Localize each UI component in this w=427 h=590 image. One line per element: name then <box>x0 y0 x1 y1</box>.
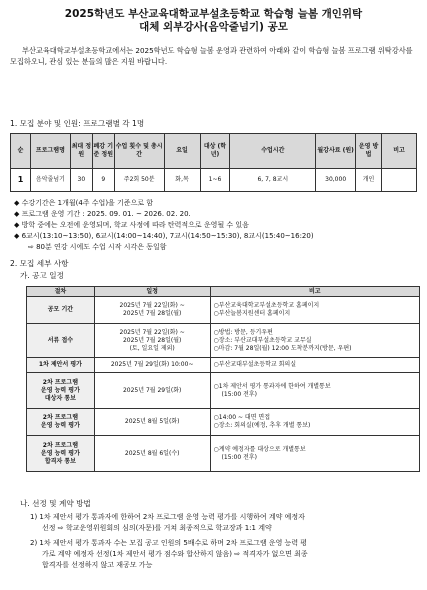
step-note <box>210 324 419 358</box>
date-line: (토, 일요일 제외) <box>129 344 175 352</box>
bullet-subitem: ⇨ 80분 연강 시에도 수업 시작 시각은 동일함 <box>28 243 167 251</box>
col-header: 비고 <box>382 134 417 169</box>
col-header: 월강사료 (원) <box>316 134 356 169</box>
step-note <box>210 297 419 324</box>
col-header: 수업 횟수 및 총시간 <box>114 134 164 169</box>
step-label <box>27 409 95 436</box>
bullet-item: ◆ 수강기간은 1개월(4주 수업)을 기준으로 함 <box>14 199 154 207</box>
section-2a-heading: 가. 공고 일정 <box>20 271 64 280</box>
selection-para2-line1: 2) 1차 제안서 평가 통과자 수는 모집 공고 인원의 5배수로 하며 2차 프로그램 운영 능력 평 <box>30 539 308 547</box>
table-row <box>27 436 420 472</box>
selection-para1-line2: 선정 ⇨ 학교운영위원회의 심의(자문)를 거쳐 최종적으로 학교장과 1:1 계약 <box>42 524 272 532</box>
bullet-item: ◆ 방학 중에는 오전에 운영되며, 학교 사정에 따라 탄력적으로 운영될 수 있음 <box>14 221 249 229</box>
section-2b-heading: 나. 선정 및 계약 방법 <box>20 499 91 508</box>
step-label-line: 2차 프로그램 <box>42 441 79 449</box>
cell-max: 30 <box>70 169 92 192</box>
note-line: (15:00 전후) <box>221 453 258 461</box>
cell-note <box>382 169 417 192</box>
step-note <box>210 358 419 373</box>
note-line: (15:00 전후) <box>221 390 258 398</box>
step-label <box>27 297 95 324</box>
step-label-line: 합격자 통보 <box>44 457 76 465</box>
step-date <box>94 373 210 409</box>
note-line: ○14:00 ~ 대면 면접 <box>213 414 270 421</box>
step-label <box>27 358 95 373</box>
col-header: 일정 <box>94 287 210 297</box>
date-line: 2025년 7월 28일(월) <box>122 310 182 317</box>
date-line: 2025년 8월 6일(수) <box>124 449 180 457</box>
cell-fee: 30,000 <box>316 169 356 192</box>
cell-grade: 1~6 <box>200 169 230 192</box>
cell-min: 9 <box>92 169 114 192</box>
date-line: 2025년 7월 22일(화) ~ <box>119 328 185 336</box>
date-line: 2025년 8월 5일(화) <box>124 418 180 425</box>
col-header: 요일 <box>164 134 200 169</box>
step-label-line: 운영 능력 평가 <box>40 449 80 457</box>
note-line: ○부산교육대학교부설초등학교 홈페이지 <box>213 302 320 309</box>
date-line: 2025년 7월 22일(화) ~ <box>119 302 185 309</box>
note-line: ○부산늘봄지원센터 홈페이지 <box>213 310 291 317</box>
cell-no: 1 <box>11 169 31 192</box>
recruitment-table <box>10 133 417 192</box>
step-note <box>210 373 419 409</box>
col-header: 프로그램명 <box>30 134 70 169</box>
col-header: 순 <box>11 134 31 169</box>
col-header: 폐강 기준 정원 <box>92 134 114 169</box>
step-date <box>94 436 210 472</box>
table-row <box>27 297 420 324</box>
note-line: ○방법: 방문, 등기우편 <box>213 328 273 336</box>
cell-method: 개인 <box>356 169 382 192</box>
cell-program: 음악줄넘기 <box>30 169 70 192</box>
cell-sessions: 주2회 50분 <box>114 169 164 192</box>
table-row <box>27 373 420 409</box>
step-note <box>210 409 419 436</box>
table-row <box>27 324 420 358</box>
step-label <box>27 436 95 472</box>
selection-para2-line3: 합격자를 선정하지 않고 재공모 가능 <box>42 561 153 569</box>
selection-para1-line1: 1) 1차 제안서 평가 통과자에 한하여 2차 프로그램 운영 능력 평가를 시행하여 계약 예정자 <box>30 513 305 521</box>
col-header: 운영 방법 <box>356 134 382 169</box>
bullet-item: ◆ 6교시(13:10~13:50), 6교시(14:00~14:40), 7교시(14:50~15:30), 8교시(15:40~16:20) <box>14 232 314 240</box>
section-2-heading: 2. 모집 세부 사항 <box>10 259 69 268</box>
note-line: ○장소: 부산교대부설초등학교 교무실 <box>213 336 312 344</box>
step-label-line: 대상자 통보 <box>44 394 76 402</box>
step-label-line: 운영 능력 평가 <box>40 422 80 429</box>
date-line: 2025년 7월 28일(월) <box>122 336 182 344</box>
step-date <box>94 297 210 324</box>
date-line: 2025년 7월 29일(화) <box>122 386 182 394</box>
note-line: ○부산교대부설초등학교 회의실 <box>213 361 297 368</box>
table-row <box>27 358 420 373</box>
section-1-heading: 1. 모집 분야 및 인원: 프로그램별 각 1명 <box>10 119 145 128</box>
note-line: ○1차 제안서 평가 통과자에 한하여 개별통보 <box>213 382 331 390</box>
step-label-line: 2차 프로그램 <box>42 378 79 386</box>
col-header: 절차 <box>27 287 95 297</box>
selection-para2-line2: 가로 계약 예정자 선정(1차 제안서 평가 점수와 합산하지 않음) ⇨ 적격자가 없으면 최종 <box>42 550 308 558</box>
step-label-line: 1차 제안서 평가 <box>38 361 82 368</box>
table-row <box>11 169 417 192</box>
schedule-table <box>26 286 420 472</box>
step-date <box>94 409 210 436</box>
col-header: 최대 정원 <box>70 134 92 169</box>
table-header-row <box>27 287 420 297</box>
step-label <box>27 373 95 409</box>
cell-time: 6, 7, 8교시 <box>230 169 316 192</box>
document-title-line1: 2025학년도 부산교육대학교부설초등학교 학습형 늘봄 개인위탁 <box>64 8 363 20</box>
note-line: ○장소: 회의실(예정, 추후 개별 통보) <box>213 422 311 429</box>
step-note <box>210 436 419 472</box>
step-label-line: 공모 기간 <box>47 306 74 313</box>
note-line: ○계약 예정자를 대상으로 개별통보 <box>213 445 306 453</box>
bullet-item: ◆ 프로그램 운영 기간 : 2025. 09. 01. ~ 2026. 02. 20. <box>14 210 191 218</box>
col-header: 수업시간 <box>230 134 316 169</box>
table-row <box>27 409 420 436</box>
intro-paragraph: 부산교육대학교부설초등학교에서는 2025학년도 학습형 늘봄 운영과 관련하여 아래와 같이 학습형 늘봄 프로그램 위탁강사를 모집하오니, 관심 있는 분들의 많은 지원 바랍니다. <box>10 46 413 66</box>
table-header-row <box>11 134 417 169</box>
document-title-line2: 대체 외부강사(음악줄넘기) 공모 <box>139 21 288 33</box>
date-line: 2025년 7월 29일(화) 10:00~ <box>110 361 194 368</box>
col-header: 대상 (학년) <box>200 134 230 169</box>
step-label-line: 운영 능력 평가 <box>40 386 80 394</box>
step-label-line: 2차 프로그램 <box>42 414 79 421</box>
cell-days: 화,목 <box>164 169 200 192</box>
col-header: 비고 <box>210 287 419 297</box>
step-label <box>27 324 95 358</box>
step-date <box>94 358 210 373</box>
note-line: ○마감: 7월 28일(월) 12:00 도착분까지(방문, 우편) <box>213 344 352 352</box>
step-label-line: 서류 접수 <box>47 336 74 344</box>
step-date <box>94 324 210 358</box>
